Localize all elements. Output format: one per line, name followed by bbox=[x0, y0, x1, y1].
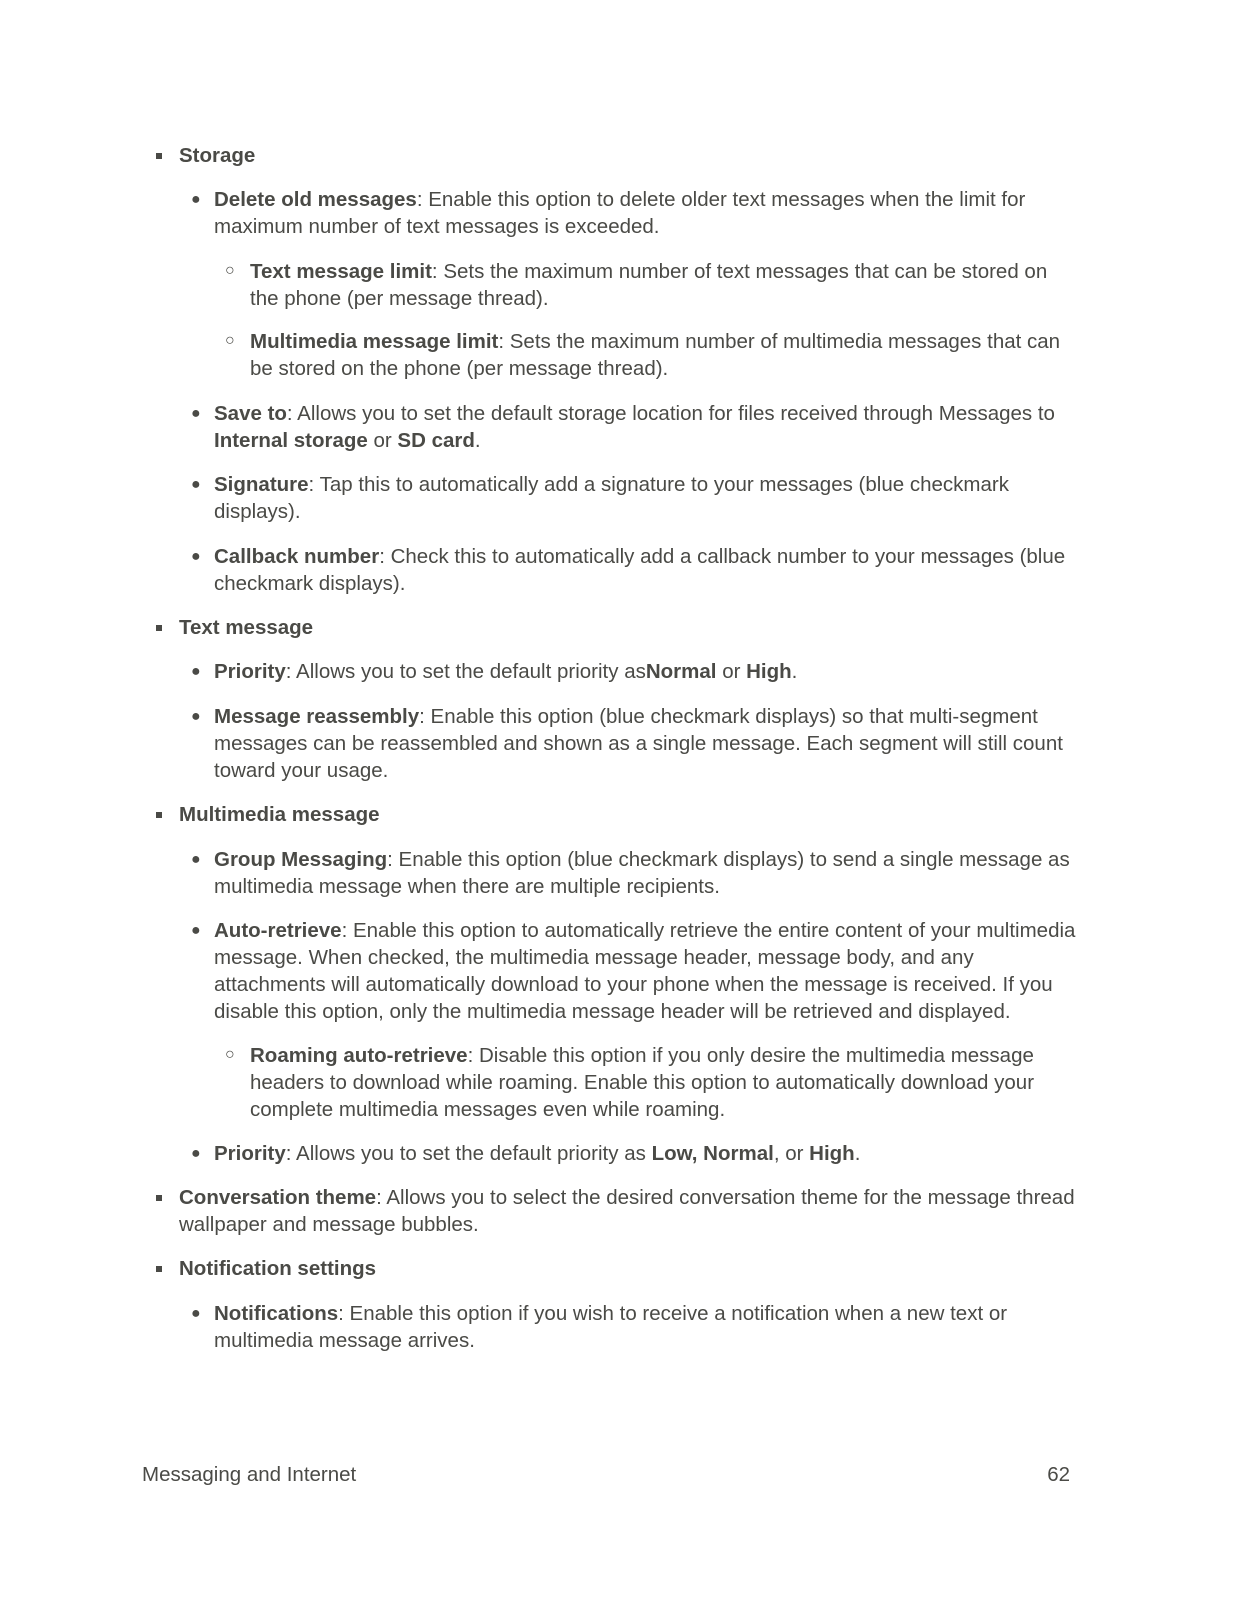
option-low-normal: Low, Normal bbox=[651, 1142, 774, 1165]
dot-bullet-icon: ● bbox=[191, 922, 201, 939]
item-term: Priority bbox=[214, 660, 286, 683]
item-end: . bbox=[474, 429, 481, 452]
item-term: Auto-retrieve bbox=[214, 919, 342, 942]
item-desc: : Sets the maximum number of text messages that can be stored on the phone (per message thread). bbox=[250, 260, 1048, 310]
list-item-notifications bbox=[191, 1300, 1077, 1354]
dot-bullet-icon: ● bbox=[191, 1145, 201, 1162]
item-desc: : Enable this option (blue checkmark displays) to send a single message as multimedia message when there are multiple recipients. bbox=[214, 848, 1070, 898]
list-item-notification-settings bbox=[179, 1255, 1077, 1282]
item-desc: : Enable this option to delete older text messages when the limit for maximum number of text messages is exceeded. bbox=[214, 188, 1026, 238]
list-item-text-message bbox=[179, 614, 1077, 641]
item-term: Storage bbox=[179, 144, 256, 167]
dot-bullet-icon: ● bbox=[191, 191, 201, 208]
item-desc: : Enable this option if you wish to receive a notification when a new text or multimedia message arrives. bbox=[214, 1302, 1008, 1352]
item-desc: : Allows you to set the default priority as bbox=[285, 1142, 652, 1165]
option-high: High bbox=[809, 1142, 855, 1165]
item-end: . bbox=[791, 660, 798, 683]
item-term: Notification settings bbox=[179, 1257, 377, 1280]
item-term: Priority bbox=[214, 1142, 286, 1165]
option-separator: or bbox=[367, 429, 398, 452]
dot-bullet-icon: ● bbox=[191, 1305, 201, 1322]
square-bullet-icon bbox=[156, 614, 162, 641]
item-term: Delete old messages bbox=[214, 188, 417, 211]
item-term: Multimedia message limit bbox=[250, 330, 499, 353]
list-item-multimedia-message bbox=[179, 801, 1077, 828]
item-term: Callback number bbox=[214, 545, 380, 568]
list-item-text-message-limit bbox=[225, 258, 1077, 312]
item-term: Message reassembly bbox=[214, 705, 420, 728]
item-desc: : Allows you to set the default storage location for files received through Messages to bbox=[286, 402, 1055, 425]
list-item-priority bbox=[191, 658, 1077, 685]
list-item-delete-old-messages bbox=[191, 186, 1077, 240]
list-item-message-reassembly bbox=[191, 703, 1077, 784]
square-bullet-icon bbox=[156, 1184, 162, 1211]
item-term: Save to bbox=[214, 402, 287, 425]
list-item-save-to bbox=[191, 400, 1077, 454]
square-bullet-icon bbox=[156, 142, 162, 169]
footer-section-title: Messaging and Internet bbox=[142, 1463, 357, 1486]
list-item-storage bbox=[179, 142, 1077, 169]
list-item-multimedia-message-limit bbox=[225, 328, 1077, 382]
list-item-roaming-auto-retrieve bbox=[225, 1042, 1077, 1123]
circle-bullet-icon: ○ bbox=[225, 262, 235, 279]
item-desc: : Check this to automatically add a callback number to your messages (blue checkmark displays). bbox=[214, 545, 1066, 595]
list-item-signature bbox=[191, 471, 1077, 525]
item-desc: : Enable this option to automatically retrieve the entire content of your multimedia message. When checked, the multimedia message header, message body, and any attachments will automatically download to your phone when the message is received. If you disable this option, only the multimedia message header will be retrieved and displayed. bbox=[214, 919, 1076, 1023]
dot-bullet-icon: ● bbox=[191, 708, 201, 725]
dot-bullet-icon: ● bbox=[191, 851, 201, 868]
option-normal: Normal bbox=[645, 660, 717, 683]
item-desc: : Disable this option if you only desire the multimedia message headers to download while roaming. Enable this option to automatically download your complete multimedia messages even while roaming. bbox=[250, 1044, 1035, 1121]
option-separator: , or bbox=[773, 1142, 810, 1165]
item-desc: : Allows you to set the default priority as bbox=[285, 660, 646, 683]
item-term: Conversation theme bbox=[179, 1186, 377, 1209]
item-term: Signature bbox=[214, 473, 309, 496]
item-term: Group Messaging bbox=[214, 848, 388, 871]
page-number: 62 bbox=[1047, 1463, 1070, 1486]
option-high: High bbox=[746, 660, 792, 683]
dot-bullet-icon: ● bbox=[191, 663, 201, 680]
dot-bullet-icon: ● bbox=[191, 405, 201, 422]
option-internal-storage: Internal storage bbox=[214, 429, 368, 452]
item-desc: : Sets the maximum number of multimedia messages that can be stored on the phone (per message thread). bbox=[250, 330, 1061, 380]
circle-bullet-icon: ○ bbox=[225, 332, 235, 349]
item-desc: : Enable this option (blue checkmark displays) so that multi-segment messages can be reassembled and shown as a single message. Each segment will still count toward your usage. bbox=[214, 705, 1063, 782]
item-term: Text message bbox=[179, 616, 314, 639]
list-item-priority-multimedia bbox=[191, 1140, 1077, 1167]
dot-bullet-icon: ● bbox=[191, 476, 201, 493]
list-item-auto-retrieve bbox=[191, 917, 1077, 1025]
dot-bullet-icon: ● bbox=[191, 548, 201, 565]
circle-bullet-icon: ○ bbox=[225, 1046, 235, 1063]
list-item-conversation-theme bbox=[179, 1184, 1077, 1238]
square-bullet-icon bbox=[156, 801, 162, 828]
option-separator: or bbox=[716, 660, 747, 683]
option-sd-card: SD card bbox=[397, 429, 475, 452]
item-term: Multimedia message bbox=[179, 803, 380, 826]
list-item-group-messaging bbox=[191, 846, 1077, 900]
square-bullet-icon bbox=[156, 1255, 162, 1282]
item-desc: : Tap this to automatically add a signature to your messages (blue checkmark displays). bbox=[214, 473, 1009, 523]
item-desc: : Allows you to select the desired conversation theme for the message thread wallpaper and message bubbles. bbox=[179, 1186, 1075, 1236]
item-term: Text message limit bbox=[250, 260, 432, 283]
item-term: Notifications bbox=[214, 1302, 339, 1325]
list-item-callback-number bbox=[191, 543, 1077, 597]
item-end: . bbox=[854, 1142, 861, 1165]
item-term: Roaming auto-retrieve bbox=[250, 1044, 468, 1067]
